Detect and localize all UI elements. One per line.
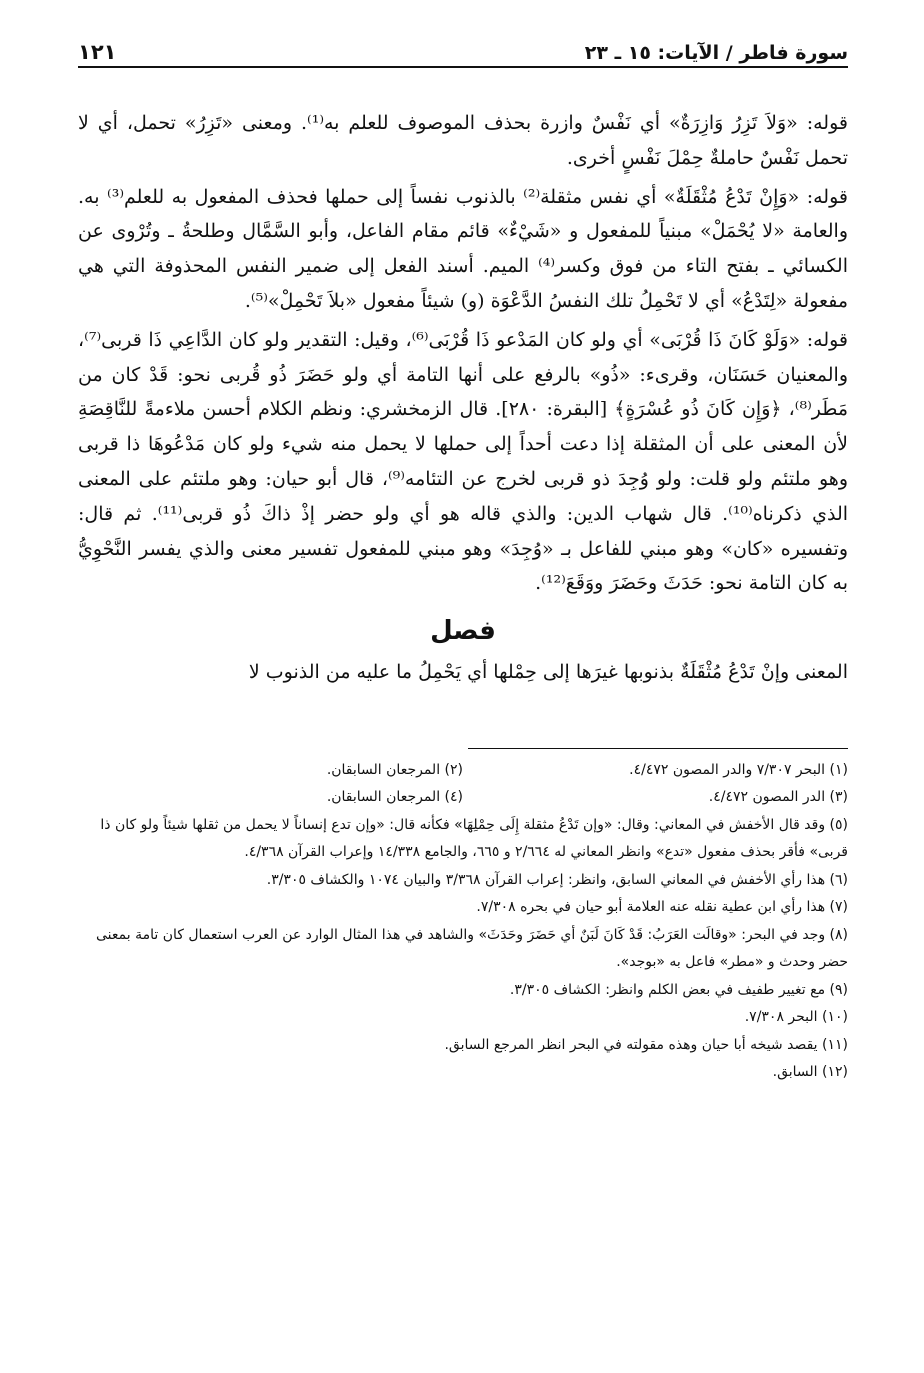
footnote-2: (٢) المرجعان السابقان. bbox=[326, 761, 463, 778]
paragraph-3: قوله: «وَلَوْ كَانَ ذَا قُرْبَى» أي ولو كان المَدْعو ذَا قُرْبَى⁽⁶⁾، وقيل: التقدير ولو كان الدَّاعِي ذَا قربى⁽⁷⁾، والمعنيان حَسَنَان، وقرىء: «ذُو» بالرفع على أنها التامة أي ولو حَضَرَ ذُو قُربى نحو: قَدْ كان من مَطَر⁽⁸⁾، ﴿وَإِن كَانَ ذُو عُسْرَةٍ﴾ [البقرة: ٢٨٠]. قال الزمخشري: ونظم الكلام أحسن ملاءمةً للنَّاقِصَةِ لأن المعنى على أن المثقلة إذا دعت أحداً إلى حملها لا يحمل منه شيء ولو كان مَدْعُوهَا ذا قربى وهو ملتئم ولو قلت: ولو وُجِدَ ذو قربى لخرج عن التئامه⁽⁹⁾، قال أبو حيان: وهو ملتئم على المعنى الذي ذكرناه⁽¹⁰⁾. قال شهاب الدين: والذي قاله هو أي ولو حضر إذْ ذاكَ ذُو قربى⁽¹¹⁾. ثم قال: وتفسيره «كان» وهو مبني للفاعل بـ «وُجِدَ» وهو مبني للمفعول تفسير معنى والذي يفسر النَّحْوِيُّ به كان التامة نحو: حَدَثَ وحَضَرَ ووَقَعَ⁽¹²⁾. bbox=[78, 328, 849, 595]
paragraph-1: قوله: «وَلاَ تَزِرُ وَازِرَةٌ» أي نَفْسٌ وازرة بحذف الموصوف للعلم به⁽¹⁾. ومعنى «تَزِرُ» تحمل، أي لا تحمل نَفْسٌ حاملةٌ حِمْلَ نَفْسٍ أخرى. bbox=[78, 112, 848, 169]
footnote-10: (١٠) البحر ٧/٣٠٨. bbox=[744, 1009, 848, 1026]
footnote-8: (٨) وجد في البحر: «وقالَت العَرَبُ: قَدْ كَانَ لَبَنٌ أي حَضَرَ وحَدَثَ» والشاهد في هذا المثال الوارد عن العرب استعمال كان تامة بمعنى حضر وحدث و «مطر» فاعل به «بوجد». bbox=[96, 926, 848, 971]
paragraph-2: قوله: «وَإِنْ تَدْعُ مُثْقَلَةٌ» أي نفس مثقلة⁽²⁾ بالذنوب نفساً إلى حملها فحذف المفعول به للعلم⁽³⁾ به. والعامة «لا يُحْمَلْ» مبنياً للمفعول و «شَيْءٌ» قائم مقام الفاعل، وأبو السَّمَّال وطلحةُ ـ وتُرْوى عن الكسائي ـ بفتح التاء من فوق وكسر⁽⁴⁾ الميم. أسند الفعل إلى ضمير النفس المحذوفة التي هي مفعولة «لِتَدْعُ» أي لا تَحْمِلُ تلك النفسُ الدَّعْوَة (و) شيئاً مفعول «بلاَ تَحْمِلْ»⁽⁵⁾. bbox=[78, 185, 848, 312]
footnote-row bbox=[78, 757, 848, 785]
footnotes bbox=[78, 757, 848, 1087]
footnote-5: (٥) وقد قال الأخفش في المعاني: وقال: «وإن تَدْعُ مثقلة إِلَى حِمْلِهَا» فكأنه قال: «وإن تدع إنساناً لا يحمل من ثقلها شيئاً ولو كان ذا قربى» فأقر بحذف مفعول «تدع» وانظر المعاني له ٢/٦٦٤ و ٦٦٥، والجامع ١٤/٣٣٨ وإعراب القرآن ٤/٣٦٨. bbox=[100, 816, 848, 861]
main-text bbox=[78, 106, 848, 690]
section-paragraph: المعنى وإنْ تَدْعُ مُثْقَلَةٌ بذنوبها غيرَها إلى حِمْلها أي يَحْمِلُ ما عليه من الذنوب لا bbox=[248, 661, 848, 684]
footnote-3: (٣) الدر المصون ٤/٤٧٢. bbox=[708, 789, 848, 806]
footnote-1: (١) البحر ٧/٣٠٧ والدر المصون ٤/٤٧٢. bbox=[629, 761, 848, 778]
footnote-6: (٦) هذا رأي الأخفش في المعاني السابق، وانظر: إعراب القرآن ٣/٣٦٨ والبيان ١٠٧٤ والكشاف ٣/٣٠٥. bbox=[266, 871, 848, 888]
footnote-row bbox=[78, 784, 848, 812]
page-number: ١٢١ bbox=[78, 40, 117, 64]
section-heading: فصل bbox=[430, 616, 496, 647]
footnote-9: (٩) مع تغيير طفيف في بعض الكلم وانظر: الكشاف ٣/٣٠٥. bbox=[509, 981, 848, 998]
footnote-4: (٤) المرجعان السابقان. bbox=[326, 789, 463, 806]
header-title: سورة فاطر / الآيات: ١٥ ـ ٢٣ bbox=[584, 42, 848, 64]
footnote-7: (٧) هذا رأي ابن عطية نقله عنه العلامة أبو حيان في بحره ٧/٣٠٨. bbox=[476, 899, 848, 916]
footnote-divider bbox=[468, 748, 848, 749]
page bbox=[78, 30, 848, 1087]
footnote-11: (١١) يقصد شيخه أبا حيان وهذه مقولته في البحر انظر المرجع السابق. bbox=[444, 1036, 848, 1053]
footnote-12: (١٢) السابق. bbox=[772, 1064, 848, 1081]
running-header bbox=[78, 30, 848, 68]
